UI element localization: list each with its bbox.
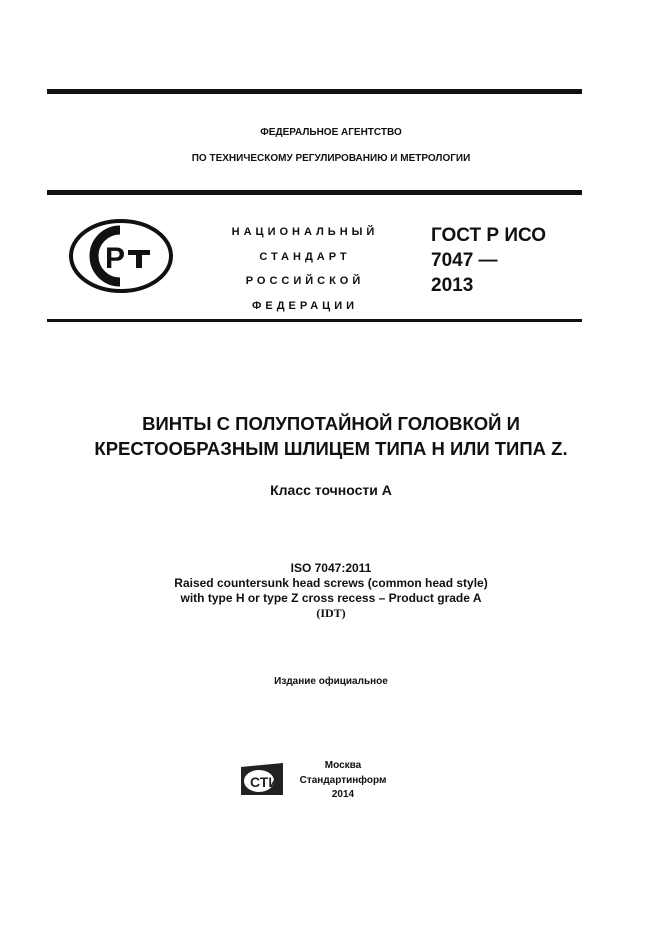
type-line2: СТАНДАРТ: [259, 250, 351, 263]
gost-logo: [68, 218, 174, 294]
publisher-city: Москва: [324, 760, 362, 771]
top-rule: [47, 89, 582, 94]
svg-text:СТИ: СТИ: [250, 774, 279, 790]
svg-text:Р: Р: [105, 242, 126, 275]
iso-number: ISO 7047:2011: [290, 561, 372, 575]
edition-note: Издание официальное: [274, 676, 388, 687]
title-line2: КРЕСТООБРАЗНЫМ ШЛИЦЕМ ТИПА H ИЛИ ТИПА Z.: [94, 438, 568, 459]
type-line4: ФЕДЕРАЦИИ: [251, 299, 359, 312]
publisher-name: Стандартинформ: [299, 774, 387, 786]
designation-line1: ГОСТ Р ИСО: [431, 225, 547, 246]
publisher-year: 2014: [331, 789, 355, 800]
designation-line3: 2013: [431, 275, 474, 296]
iso-idt: (IDT): [316, 606, 346, 620]
title-line1: ВИНТЫ С ПОЛУПОТАЙНОЙ ГОЛОВКОЙ И: [142, 413, 520, 434]
agency-line2: ПО ТЕХНИЧЕСКОМУ РЕГУЛИРОВАНИЮ И МЕТРОЛОГИИ: [191, 153, 471, 164]
designation-line2: 7047 —: [431, 250, 498, 271]
type-line3: РОССИЙСКОЙ: [245, 275, 365, 287]
publisher-logo: [239, 761, 285, 797]
agency-line1: ФЕДЕРАЛЬНОЕ АГЕНТСТВО: [260, 127, 402, 138]
type-line1: НАЦИОНАЛЬНЫЙ: [231, 226, 379, 238]
subtitle: Класс точности А: [270, 482, 392, 498]
header-rule: [47, 190, 582, 195]
iso-title-line1: Raised countersunk head screws (common head style): [174, 576, 488, 590]
iso-title-line2: with type H or type Z cross recess – Product grade A: [180, 591, 482, 605]
mid-rule: [47, 319, 582, 322]
